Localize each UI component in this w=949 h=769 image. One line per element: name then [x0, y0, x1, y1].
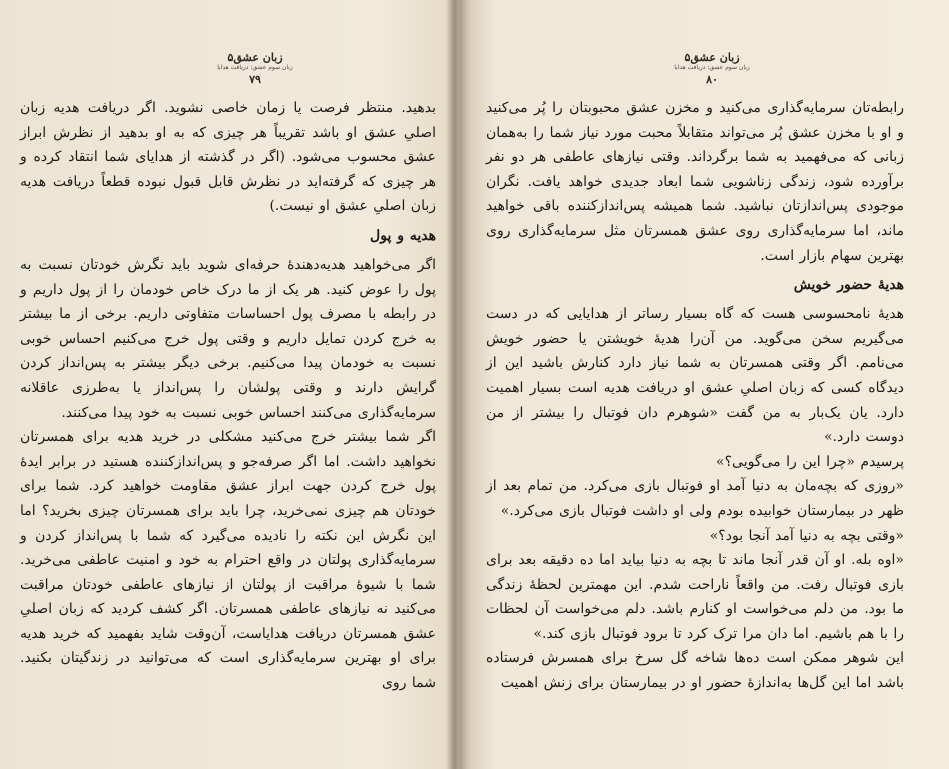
- paragraph: «وقتی بچه به دنیا آمد آنجا بود؟»: [709, 527, 904, 544]
- paragraph: بدهید. منتظر فرصت یا زمان خاصی نشوید. اگر دریافت هدیه زبان اصلیِ عشق او باشد تقریباً هر چیزی که به او بدهید از نظرش ابراز عشق محسوب می‌شود. (اگر در گذشته از هدایای شما انتقاد کرده و هر چیزی که گرفته‌اید در نظرش قابل قبول نبوده قطعاً دریافت هدیه زبان اصلیِ عشق او نیست.): [20, 100, 436, 215]
- paragraph: «روزی که بچه‌مان به دنیا آمد او فوتبال بازی می‌کرد. من تمام بعد از ظهر در بیمارستان خوابیده بودم ولی او داشت فوتبال بازی می‌کرد.»: [486, 478, 904, 519]
- paragraph: پرسیدم «چرا این را می‌گویی؟»: [716, 453, 904, 470]
- paragraph: «اوه بله. او آن قدر آنجا ماند تا بچه به دنیا بیاید اما ده دقیقه بعد برای بازی فوتبال رفت. من واقعاً ناراحت شدم. این مهمترین لحظهٔ زندگی ما بود. من دلم می‌خواست او کنارم باشد. دلم می‌خواست آن لحظات را با هم باشیم. اما دان مرا ترک کرد تا برود فوتبال بازی کند.»: [486, 552, 904, 642]
- running-head: زبان عشق۵: [227, 51, 283, 64]
- section-heading: هدیه و پول: [370, 227, 436, 244]
- paragraph: هدیهٔ نامحسوسی هست که گاه بسیار رساتر از هدایایی که در دست می‌گیریم سخن می‌گوید. من آن‌را هدیهٔ خویشتن یا حضور خویش می‌نامم. اگر وقتی همسرتان به شما نیاز دارد کنارش باشید این از دیدگاه کسی که زبان اصلیِ عشق او دریافت هدیه است بسیار اهمیت دارد. یان یک‌بار به من گفت «شوهرم دان فوتبال را بیشتر از من دوست دارد.»: [486, 306, 904, 446]
- page-number: ۸۰: [706, 73, 718, 86]
- right-page-header: [662, 52, 762, 86]
- section-heading: هدیهٔ حضور خویش: [793, 277, 904, 294]
- paragraph: این شوهر ممکن است ده‌ها شاخه گل سرخ برای همسرش فرستاده باشد اما این گل‌ها به‌اندازهٔ حضور او در بیمارستان برای زنش اهمیت: [486, 650, 904, 692]
- running-subhead: زبان سوم عشق: دریافت هدایا: [674, 64, 750, 71]
- running-head: زبان عشق۵: [684, 51, 740, 64]
- running-subhead: زبان سوم عشق: دریافت هدایا: [217, 64, 293, 71]
- left-page: [0, 0, 455, 769]
- left-page-header: [210, 52, 300, 86]
- left-page-body: [20, 96, 436, 696]
- right-page: [462, 0, 949, 769]
- paragraph: اگر می‌خواهید هدیه‌دهندهٔ حرفه‌ای شوید باید نگرش خودتان نسبت به پول را عوض کنید. هر یک از ما درک خاص خودمان را از پول داریم و در رابطه با مصرف پول احساسات متفاوتی داریم. برخی از ما بیشتر به خرج کردن تمایل داریم و وقتی پول خرج می‌کنیم احساس خوبی نسبت به خودمان پیدا می‌کنیم. برخی دیگر بیشتر به پس‌انداز کردن گرایش دارند و وقتی پولشان را پس‌انداز یا به‌طرزی عاقلانه سرمایه‌گذاری می‌کنند احساس خوبی نسبت به خود پیدا می‌کنند.: [20, 256, 436, 421]
- paragraph: رابطه‌تان سرمایه‌گذاری می‌کنید و مخزن عشق محبوبتان را پُر می‌کنید و او با مخزن عشق پُر می‌تواند متقابلاً محبت مورد نیاز شما را به‌همان زبانی که می‌فهمید به شما برگرداند. وقتی نیازهای عاطفی هر دو نفر برآورده شود، زندگی زناشویی شما ابعاد جدیدی خواهد یافت. نگران موجودی پس‌اندازتان نباشید. شما همیشه پس‌اندازکننده باقی خواهید ماند، اما سرمایه‌گذاری روی عشق همسرتان مثل سرمایه‌گذاری روی بهترین سهام بازار است.: [486, 100, 904, 264]
- page-number: ۷۹: [249, 73, 261, 86]
- right-page-body: [486, 96, 904, 696]
- paragraph: اگر شما بیشتر خرج می‌کنید مشکلی در خرید هدیه برای همسرتان نخواهید داشت. اما اگر صرفه‌جو و پس‌اندازکننده هستید در برابر ایدهٔ پول خرج کردن جهت ابراز عشق مقاومت خواهید کرد. شما برای خودتان هم چیزی نمی‌خرید، چرا باید برای همسرتان چیزی بخرید؟ اما این نگرش این نکته را نادیده می‌گیرد که شما با پس‌انداز کردن و سرمایه‌گذاری پولتان در واقع احترام به خود و امنیت عاطفی می‌خرید. شما با شیوهٔ مراقبت از پولتان از نیازهای عاطفی خودتان مراقبت می‌کنید نه نیازهای عاطفی همسرتان. اگر کشف کردید که زبان اصلیِ عشق همسرتان دریافت هدایاست، آن‌وقت شاید بفهمید که خرید هدیه برای او بهترین سرمایه‌گذاری است که می‌توانید در زندگیتان بکنید. شما روی: [20, 429, 436, 692]
